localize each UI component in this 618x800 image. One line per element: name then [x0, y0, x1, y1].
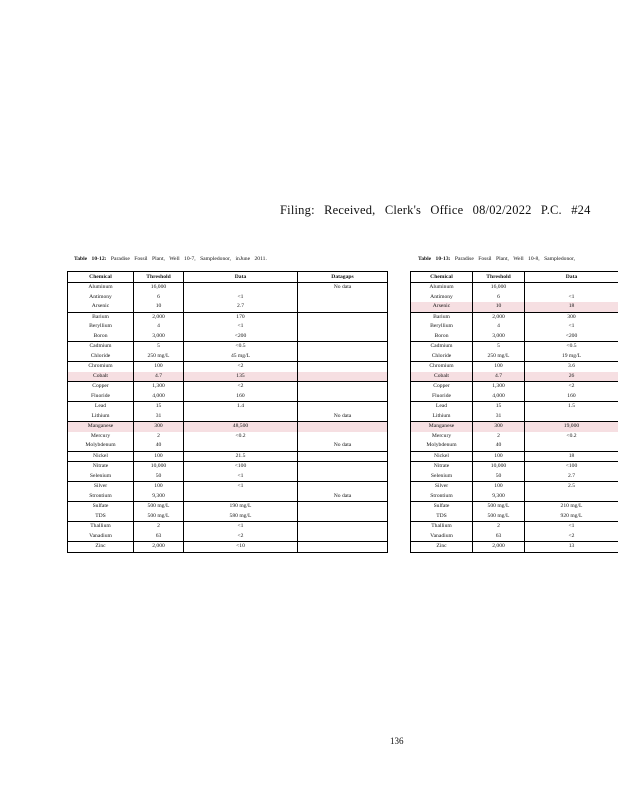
cell-threshold: 2,000	[473, 542, 525, 553]
cell-gap	[298, 462, 388, 472]
cell-chemical: Fluoride	[411, 392, 473, 402]
cell-threshold: 31	[473, 412, 525, 422]
table-row	[411, 482, 618, 492]
cell-data: 2.7	[184, 302, 298, 312]
cell-gap	[298, 512, 388, 522]
table-row	[411, 451, 618, 462]
table-row	[68, 422, 388, 432]
cell-chemical: Mercury	[411, 432, 473, 442]
table-row	[411, 512, 618, 522]
cell-threshold: 15	[473, 402, 525, 412]
column-header: Chemical	[411, 272, 473, 283]
left-table-caption	[74, 256, 267, 262]
cell-chemical: Aluminum	[411, 283, 473, 293]
cell-threshold: 10,000	[473, 462, 525, 472]
cell-threshold: 16,000	[473, 283, 525, 293]
cell-chemical: Zinc	[411, 542, 473, 553]
cell-chemical: Antimony	[411, 293, 473, 303]
cell-chemical: Lead	[411, 402, 473, 412]
table-row	[68, 283, 388, 293]
table-row	[411, 412, 618, 422]
cell-data: <1	[184, 322, 298, 332]
cell-data: <1	[184, 472, 298, 482]
cell-threshold: 2,000	[134, 312, 184, 322]
table-header-row	[68, 272, 388, 283]
cell-chemical: TDS	[411, 512, 473, 522]
cell-threshold: 500 mg/L	[134, 502, 184, 512]
cell-chemical: Cobalt	[411, 372, 473, 382]
cell-gap	[298, 342, 388, 352]
cell-gap	[298, 293, 388, 303]
cell-chemical: Lithium	[68, 412, 134, 422]
left-table-caption-text: Paradise Fossil Plant, Well 10-7, Sampledonor, inJune 2011.	[110, 256, 267, 262]
table-row	[68, 412, 388, 422]
cell-chemical: Arsenic	[411, 302, 473, 312]
cell-threshold: 50	[134, 472, 184, 482]
cell-chemical: Nickel	[68, 451, 134, 462]
cell-data: 2.7	[525, 472, 618, 482]
cell-threshold: 40	[473, 441, 525, 451]
cell-data	[184, 492, 298, 502]
right-table-body	[411, 283, 618, 553]
cell-chemical: Copper	[68, 382, 134, 392]
cell-gap	[298, 312, 388, 322]
cell-chemical: Arsenic	[68, 302, 134, 312]
table-row	[68, 342, 388, 352]
right-table-caption-label: Table 10-13:	[418, 256, 451, 262]
cell-threshold: 4,000	[473, 392, 525, 402]
cell-threshold: 4,000	[134, 392, 184, 402]
table-row	[411, 382, 618, 392]
cell-threshold: 500 mg/L	[473, 512, 525, 522]
cell-threshold: 300	[473, 422, 525, 432]
cell-data: 45 mg/L	[184, 352, 298, 362]
cell-threshold: 9,300	[134, 492, 184, 502]
cell-chemical: Lead	[68, 402, 134, 412]
cell-chemical: Zinc	[68, 542, 134, 553]
cell-threshold: 1,300	[134, 382, 184, 392]
cell-threshold: 100	[134, 362, 184, 372]
cell-data: 135	[184, 372, 298, 382]
cell-threshold: 5	[134, 342, 184, 352]
table-row	[68, 352, 388, 362]
cell-threshold: 4	[473, 322, 525, 332]
cell-data: <100	[525, 462, 618, 472]
table-row	[411, 372, 618, 382]
cell-data: <1	[184, 482, 298, 492]
table-row	[68, 362, 388, 372]
cell-gap: No data	[298, 283, 388, 293]
cell-threshold: 300	[134, 422, 184, 432]
cell-chemical: Selenium	[68, 472, 134, 482]
cell-data: <0.5	[184, 342, 298, 352]
cell-threshold: 2	[134, 432, 184, 442]
cell-chemical: Molybdenum	[411, 441, 473, 451]
cell-chemical: Antimony	[68, 293, 134, 303]
cell-chemical: Chromium	[411, 362, 473, 372]
cell-threshold: 31	[134, 412, 184, 422]
cell-data: 21.5	[184, 451, 298, 462]
right-data-table	[410, 271, 618, 553]
cell-data: <200	[184, 332, 298, 342]
table-row	[68, 472, 388, 482]
cell-data: <1	[184, 293, 298, 303]
cell-threshold: 100	[134, 451, 184, 462]
table-row	[411, 283, 618, 293]
table-row	[68, 532, 388, 542]
cell-data: 170	[184, 312, 298, 322]
cell-data	[184, 412, 298, 422]
cell-data	[525, 441, 618, 451]
cell-gap	[298, 532, 388, 542]
cell-chemical: Chromium	[68, 362, 134, 372]
table-row	[411, 302, 618, 312]
cell-gap	[298, 322, 388, 332]
cell-threshold: 15	[134, 402, 184, 412]
cell-gap	[298, 332, 388, 342]
table-row	[411, 462, 618, 472]
cell-threshold: 10	[134, 302, 184, 312]
cell-gap	[298, 542, 388, 553]
cell-gap	[298, 502, 388, 512]
cell-chemical: Chloride	[411, 352, 473, 362]
cell-threshold: 1,300	[473, 382, 525, 392]
cell-threshold: 2,000	[134, 542, 184, 553]
cell-data: <2	[184, 382, 298, 392]
cell-threshold: 500 mg/L	[134, 512, 184, 522]
cell-chemical: Fluoride	[68, 392, 134, 402]
cell-chemical: Aluminum	[68, 283, 134, 293]
left-table-caption-label: Table 10-12:	[74, 256, 107, 262]
cell-chemical: Copper	[411, 382, 473, 392]
cell-threshold: 500 mg/L	[473, 502, 525, 512]
cell-threshold: 4.7	[473, 372, 525, 382]
cell-data: 1.5	[525, 402, 618, 412]
cell-chemical: Chloride	[68, 352, 134, 362]
cell-data: <0.2	[525, 432, 618, 442]
column-header: Chemical	[68, 272, 134, 283]
cell-gap	[298, 472, 388, 482]
cell-gap	[298, 451, 388, 462]
cell-data: 13	[525, 542, 618, 553]
table-row	[411, 532, 618, 542]
cell-data: <2	[525, 382, 618, 392]
table-row	[411, 322, 618, 332]
cell-data: 920 mg/L	[525, 512, 618, 522]
cell-data	[525, 412, 618, 422]
cell-chemical: Boron	[68, 332, 134, 342]
cell-data: <1	[525, 322, 618, 332]
cell-chemical: Thallium	[411, 522, 473, 532]
cell-threshold: 6	[134, 293, 184, 303]
cell-data: <1	[525, 293, 618, 303]
table-row	[68, 522, 388, 532]
column-header: Threshold	[134, 272, 184, 283]
table-row	[411, 522, 618, 532]
table-row	[411, 352, 618, 362]
cell-chemical: Vanadium	[411, 532, 473, 542]
cell-data: <100	[184, 462, 298, 472]
cell-chemical: Barium	[68, 312, 134, 322]
cell-data: 300	[525, 312, 618, 322]
cell-gap	[298, 382, 388, 392]
cell-chemical: Strontium	[68, 492, 134, 502]
cell-data: 210 mg/L	[525, 502, 618, 512]
table-row	[68, 312, 388, 322]
table-row	[68, 502, 388, 512]
cell-threshold: 250 mg/L	[473, 352, 525, 362]
cell-threshold: 40	[134, 441, 184, 451]
table-row	[411, 342, 618, 352]
cell-chemical: Cadmium	[411, 342, 473, 352]
left-table-body	[68, 283, 388, 553]
cell-data: <1	[525, 522, 618, 532]
cell-data: <2	[184, 362, 298, 372]
table-header-row	[411, 272, 618, 283]
table-row	[411, 441, 618, 451]
cell-data	[184, 283, 298, 293]
cell-chemical: Boron	[411, 332, 473, 342]
table-row	[68, 492, 388, 502]
column-header: Data	[525, 272, 618, 283]
cell-data	[525, 492, 618, 502]
cell-chemical: Nickel	[411, 451, 473, 462]
cell-chemical: Beryllium	[411, 322, 473, 332]
cell-threshold: 10,000	[134, 462, 184, 472]
table-row	[68, 482, 388, 492]
cell-gap	[298, 372, 388, 382]
cell-chemical: Nitrate	[411, 462, 473, 472]
cell-data: 19,000	[525, 422, 618, 432]
table-row	[68, 402, 388, 412]
cell-gap: No data	[298, 492, 388, 502]
cell-data: 580 mg/L	[184, 512, 298, 522]
cell-gap	[298, 362, 388, 372]
cell-gap	[298, 432, 388, 442]
cell-chemical: Nitrate	[68, 462, 134, 472]
cell-gap	[298, 482, 388, 492]
cell-data: <0.5	[525, 342, 618, 352]
table-row	[68, 441, 388, 451]
page-number: 136	[390, 736, 404, 746]
table-row	[68, 392, 388, 402]
cell-chemical: Lithium	[411, 412, 473, 422]
table-row	[68, 462, 388, 472]
cell-gap: No data	[298, 412, 388, 422]
right-table-caption-text: Paradise Fossil Plant, Well 10-8, Sampledonor,	[454, 256, 576, 262]
cell-data: 18	[525, 451, 618, 462]
cell-data: 2.5	[525, 482, 618, 492]
table-row	[411, 432, 618, 442]
cell-data: 48,500	[184, 422, 298, 432]
cell-gap	[298, 422, 388, 432]
cell-chemical: Cadmium	[68, 342, 134, 352]
cell-data: 160	[525, 392, 618, 402]
table-row	[68, 372, 388, 382]
table-row	[411, 502, 618, 512]
cell-chemical: Vanadium	[68, 532, 134, 542]
right-table-caption	[418, 256, 575, 262]
table-row	[68, 512, 388, 522]
cell-chemical: Silver	[411, 482, 473, 492]
cell-chemical: Selenium	[411, 472, 473, 482]
cell-gap: No data	[298, 441, 388, 451]
cell-chemical: Beryllium	[68, 322, 134, 332]
cell-threshold: 2	[473, 432, 525, 442]
cell-chemical: Sulfate	[68, 502, 134, 512]
cell-chemical: Sulfate	[411, 502, 473, 512]
cell-threshold: 50	[473, 472, 525, 482]
cell-threshold: 4	[134, 322, 184, 332]
cell-threshold: 4.7	[134, 372, 184, 382]
cell-chemical: Silver	[68, 482, 134, 492]
cell-gap	[298, 392, 388, 402]
cell-data	[525, 283, 618, 293]
cell-data	[184, 441, 298, 451]
filing-stamp: Filing: Received, Clerk's Office 08/02/2022 P.C. #24	[280, 203, 591, 217]
cell-chemical: Mercury	[68, 432, 134, 442]
cell-gap	[298, 352, 388, 362]
cell-data: 1.4	[184, 402, 298, 412]
table-row	[411, 392, 618, 402]
table-row	[68, 432, 388, 442]
table-row	[68, 293, 388, 303]
table-row	[411, 312, 618, 322]
cell-chemical: TDS	[68, 512, 134, 522]
table-row	[411, 472, 618, 482]
cell-data: 18	[525, 302, 618, 312]
cell-threshold: 16,000	[134, 283, 184, 293]
cell-threshold: 100	[473, 482, 525, 492]
cell-threshold: 9,300	[473, 492, 525, 502]
cell-chemical: Cobalt	[68, 372, 134, 382]
cell-data: 3.6	[525, 362, 618, 372]
cell-chemical: Molybdenum	[68, 441, 134, 451]
cell-threshold: 100	[473, 451, 525, 462]
table-row	[68, 451, 388, 462]
cell-data: <200	[525, 332, 618, 342]
cell-chemical: Thallium	[68, 522, 134, 532]
cell-chemical: Manganese	[411, 422, 473, 432]
cell-gap	[298, 302, 388, 312]
cell-data: <0.2	[184, 432, 298, 442]
table-row	[411, 542, 618, 553]
cell-data: <2	[184, 532, 298, 542]
cell-threshold: 6	[473, 293, 525, 303]
cell-data: 26	[525, 372, 618, 382]
cell-chemical: Strontium	[411, 492, 473, 502]
table-row	[68, 542, 388, 553]
cell-threshold: 63	[473, 532, 525, 542]
cell-chemical: Manganese	[68, 422, 134, 432]
column-header: Datagaps	[298, 272, 388, 283]
table-row	[68, 322, 388, 332]
cell-gap	[298, 522, 388, 532]
table-row	[411, 422, 618, 432]
cell-gap	[298, 402, 388, 412]
left-data-table	[67, 271, 388, 553]
cell-data: <2	[525, 532, 618, 542]
table-row	[411, 332, 618, 342]
cell-data: <1	[184, 522, 298, 532]
cell-data: 190 mg/L	[184, 502, 298, 512]
cell-threshold: 5	[473, 342, 525, 352]
cell-threshold: 2	[473, 522, 525, 532]
cell-data: 160	[184, 392, 298, 402]
table-row	[411, 492, 618, 502]
cell-chemical: Barium	[411, 312, 473, 322]
cell-threshold: 2	[134, 522, 184, 532]
table-row	[68, 332, 388, 342]
cell-threshold: 10	[473, 302, 525, 312]
table-row	[411, 293, 618, 303]
cell-threshold: 2,000	[473, 312, 525, 322]
column-header: Threshold	[473, 272, 525, 283]
cell-threshold: 3,000	[134, 332, 184, 342]
table-row	[68, 382, 388, 392]
cell-data: 19 mg/L	[525, 352, 618, 362]
table-row	[411, 402, 618, 412]
table-row	[68, 302, 388, 312]
column-header: Data	[184, 272, 298, 283]
table-row	[411, 362, 618, 372]
cell-threshold: 100	[473, 362, 525, 372]
cell-threshold: 63	[134, 532, 184, 542]
cell-threshold: 3,000	[473, 332, 525, 342]
cell-data: <10	[184, 542, 298, 553]
cell-threshold: 250 mg/L	[134, 352, 184, 362]
cell-threshold: 100	[134, 482, 184, 492]
